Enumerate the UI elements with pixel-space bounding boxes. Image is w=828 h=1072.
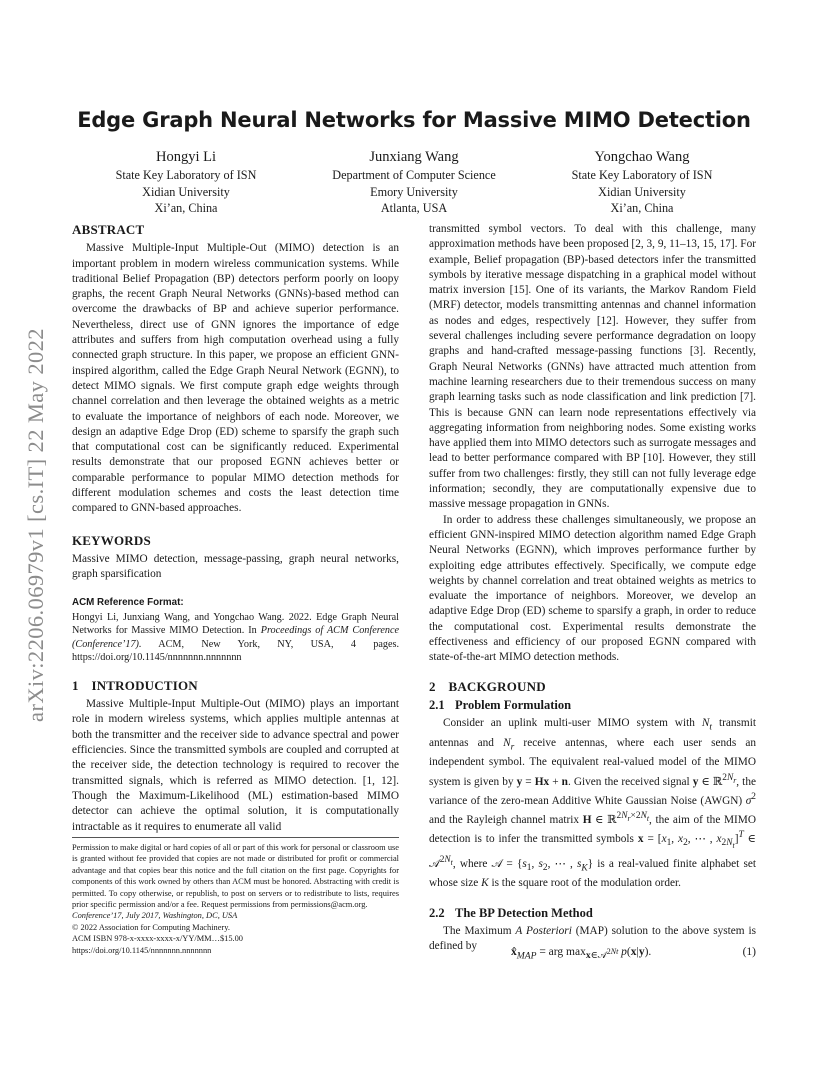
- bp-text-part: The Maximum: [443, 924, 516, 937]
- bp-text-part: (MAP) solution to the above system is defined by: [429, 924, 756, 953]
- author-affiliation: State Key Laboratory of ISN: [115, 168, 257, 182]
- author-1: [72, 148, 300, 217]
- author-institution: Xidian University: [142, 184, 230, 199]
- abstract-text: Massive Multiple-Input Multiple-Out (MIMO) detection is an important problem in modern wireless communication systems. While traditional Belief Propagation (BP) detectors perform poorly on loopy graphs, the recent Graph Neural Networks (GNNs)-based method can overcome the drawbacks of BP and achieve superior performance. Nevertheless, direct use of GNN ignores the importance of edge attributes and suffers from high computation overhead using a fully connected graph structure. In this paper, we propose an efficient GNN-inspired algorithm, called the Edge Graph Neural Network (EGNN), to detect MIMO signals. We first compute graph edge weights through channel correlation and then leverage the obtained weights as a metric to evaluate the importance of neighbors of each node. Moreover, we design an adaptive Edge Drop (ED) scheme to sparsify the graph such that computational cost can be significantly reduced. Experimental results demonstrate that our proposed EGNN achieves better or comparable performance to popular MIMO detection methods for different modulation schemes and costs the least detection time compared to GNN-based approaches.: [72, 242, 399, 515]
- keywords-heading: KEYWORDS: [72, 532, 151, 548]
- author-affiliation: Department of Computer Science: [332, 168, 496, 182]
- subsection-problem-formulation-heading: [429, 698, 756, 713]
- section-background-heading: [429, 679, 756, 694]
- author-location: Xi’an, China: [610, 201, 674, 215]
- section-introduction-heading: [72, 678, 399, 693]
- conference-line: Conference’17, July 2017, Washington, DC, USA: [72, 911, 238, 921]
- section-title: INTRODUCTION: [91, 677, 198, 693]
- permission-text: Permission to make digital or hard copies of all or part of this work for personal or classroom use is granted without fee provided that copies are not made or distributed for profit or commercial advantage and that copies bear this notice and the full citation on the first page. Copyrights for components of this work owned by others than ACM must be honored. Abstracting with credit is permitted. To copy otherwise, or republish, to post on servers or to redistribute to lists, requires prior specific permission and/or a fee. Request permissions from permissions@acm.org.: [72, 843, 399, 910]
- bp-text-italic: A Posteriori: [515, 924, 572, 937]
- section-number: 1: [72, 677, 79, 693]
- author-affiliation: State Key Laboratory of ISN: [571, 168, 713, 182]
- equation-map: $x̂_{MAP}$ = arg $\max_{x\in 𝒜^{2Nt}} p(x|y)$.: [511, 946, 652, 962]
- subsection-bp-detection-heading: [429, 906, 756, 921]
- right-column: [429, 222, 756, 954]
- copyright-line: © 2022 Association for Computing Machinery.: [72, 922, 230, 932]
- subsection-number: 2.2: [429, 905, 445, 920]
- permission-footnote: [72, 837, 399, 956]
- isbn-line: ACM ISBN 978-x-xxxx-xxxx-x/YY/MM…$15.00: [72, 934, 243, 944]
- section-number: 2: [429, 678, 436, 694]
- intro-paragraph-2: In order to address these challenges simultaneously, we propose an efficient GNN-inspired MIMO detection algorithm named Edge Graph Neural Networks (EGNN), which improves performance further by exploiting edge attributes effectively. Specifically, we compute edge weights by channel correlation and treat obtained weights as metrics to evaluate the importance of neighbors. Moreover, we develop an adaptive Edge Drop (ED) scheme to sparsify a graph, in order to reduce the computational cost. Experimental results demonstrate the effectiveness and efficiency of our proposed EGNN compared with state-of-the-art MIMO detection methods.: [429, 513, 756, 664]
- author-2: [300, 148, 528, 217]
- acm-reference-authors: Hongyi Li, Junxiang Wang, and Yongchao Wang. 2022. Edge Graph Neural Networks for Massive MIMO Detection. In: [72, 611, 399, 637]
- subsection-title: Problem Formulation: [455, 697, 572, 712]
- subsection-title: The BP Detection Method: [455, 905, 593, 920]
- intro-paragraph-1-continued: transmitted symbol vectors. To deal with this challenge, many approximation methods have been proposed [2, 3, 9, 11–13, 15, 17]. For example, Belief propagation (BP)-based detectors infer the transmitted symbols by iterative message dispatching in a graphical model without matrix inversion [15]. One of its variants, the Markov Random Field (MRF) detector, models transmitting antennas and channel information as nodes and edges, respectively [12]. However, they suffer from several challenges including severe performance degradation on loopy graphs and hand-crafted message-passing functions [3]. Recently, Graph Neural Networks (GNNs) have attracted much attention from machine learning researchers due to their tremendous success on many graph learning tasks such as node classification and link prediction [7]. This is because GNN can learn node representations effectively via aggregating information from neighboring nodes. Some existing works have applied them into MIMO detectors such as surrogate messages and lead to better performance compared with BP [10]. However, they still suffer from two challenges: firstly, they still can not fully leverage edge information; secondly, they are computationally expensive due to massive message propagation in GNNs.: [429, 223, 756, 511]
- left-column: [72, 222, 399, 835]
- author-name: Yongchao Wang: [594, 149, 690, 165]
- keywords-text: Massive MIMO detection, message-passing, graph neural networks, graph sparsification: [72, 552, 399, 581]
- author-block: [72, 148, 756, 218]
- equation-number: (1): [742, 946, 756, 958]
- arxiv-watermark: [14, 285, 58, 765]
- author-name: Junxiang Wang: [369, 149, 459, 165]
- acm-reference: [72, 595, 399, 665]
- subsection-number: 2.1: [429, 697, 445, 712]
- acm-reference-text: [72, 611, 399, 665]
- acm-reference-publisher: ACM, New York, NY, USA, 4 pages. https://doi.org/10.1145/nnnnnnn.nnnnnnn: [72, 638, 399, 664]
- author-institution: Xidian University: [598, 184, 686, 199]
- section-title: BACKGROUND: [448, 678, 546, 694]
- intro-paragraph-1: Massive Multiple-Input Multiple-Out (MIMO) plays an important role in modern wireless systems, which applies multiple antennas at both the transmitter and the receiver side to advance spectral and power efficiencies. Since the transmitted symbols are coupled and corrupted at the receiver side, the detection technology is required to recover the transmitted signals, which is referred as MIMO detection. [1, 12]. Though the Maximum-Likelihood (ML) estimation-based MIMO detector can achieve the optimal solution, it is computationally intractable as it requires to enumerate all valid: [72, 698, 399, 833]
- problem-formulation-text: Consider an uplink multi-user MIMO system with $N_t$ transmit antennas and $N_r$ receive antennas, where each user sends an independent symbol. The equivalent real-valued model of the MIMO system is given by y = Hx + n. Given the received signal y ∈ ℝ$^{2N_r}$, the variance of the zero-mean Additive White Gaussian Noise (AWGN) $\sigma^2$ and the Rayleigh channel matrix H ∈ ℝ$^{2N_r\times 2N_t}$, the aim of the MIMO detection is to infer the transmitted symbols $x = [x_1$, $x_2$, ⋯ , $x_{2N_t}]^T$ ∈ 𝒜$^{2N_t}$, where 𝒜 = {$s_1$, $s_2$, ⋯ , $s_K$} is a real-valued finite alphabet set whose size K is the square root of the modulation order.: [429, 717, 757, 890]
- author-3: [528, 148, 756, 217]
- arxiv-id: arXiv:2206.06979v1 [cs.IT] 22 May 2022: [23, 328, 49, 722]
- author-location: Atlanta, USA: [380, 201, 448, 215]
- acm-reference-venue: Proceedings of ACM Conference (Conference’17).: [72, 625, 399, 650]
- paper-title: Edge Graph Neural Networks for Massive MIMO Detection: [77, 108, 751, 132]
- acm-reference-heading: ACM Reference Format:: [72, 596, 184, 608]
- author-name: Hongyi Li: [155, 149, 216, 165]
- abstract-heading: ABSTRACT: [72, 222, 145, 237]
- author-location: Xi’an, China: [154, 201, 218, 215]
- author-institution: Emory University: [370, 184, 458, 199]
- doi-line: https://doi.org/10.1145/nnnnnnn.nnnnnnn: [72, 945, 212, 955]
